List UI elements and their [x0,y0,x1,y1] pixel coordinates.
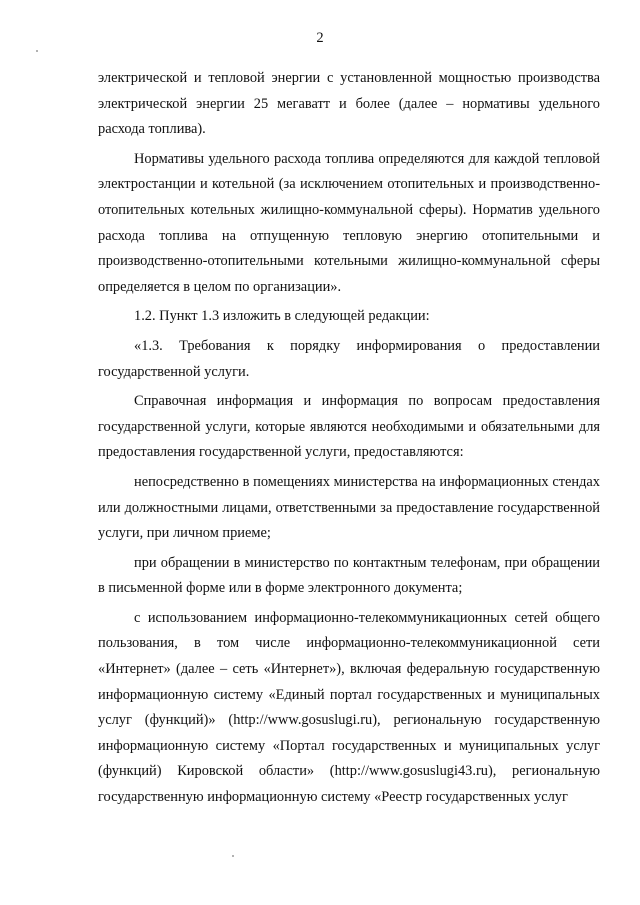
paragraph-fuel-norms: Нормативы удельного расхода топлива определяются для каждой тепловой электростанции и котельной (за исключением отопительных и производственно-отопительных котельных жилищно-коммунальной сферы). Норматив удельного расхода топлива на отпущенную тепловую энергию отопительными и производственно-отопительными котельными жилищно-коммунальной сферы определяется в целом по организации». [98,150,600,295]
paragraph-reference-info: Справочная информация и информация по вопросам предоставления государственной услуги, которые являются необходимыми и обязательными для предоставления государственной услуги, предоставляются: [98,393,600,461]
paragraph-continuation: электрической и тепловой энергии с установленной мощностью производства электрической энергии 25 мегаватт и более (далее – нормативы удельного расхода топлива). [98,70,600,138]
page-number: 2 [316,30,324,46]
document-body [98,66,600,811]
scan-speck [232,855,234,857]
paragraph-internet: с использованием информационно-телекоммуникационных сетей общего пользования, в том числе информационно-телекоммуникационной сети «Интернет» (далее – сеть «Интернет»), включая федеральную государственную информационную систему «Единый портал государственных и муниципальных услуг (функций)» (http://www.gosuslugi.ru), региональную государственную информационную систему «Портал государственных и муниципальных услуг (функций) Кировской области» (http://www.gosuslugi43.ru), региональную государственную информационную систему «Реестр государственных услуг [98,609,600,806]
paragraph-amendment-1-2: 1.2. Пункт 1.3 изложить в следующей редакции: [134,308,430,325]
scan-speck [36,50,38,52]
paragraph-in-person: непосредственно в помещениях министерства на информационных стендах или должностными лицами, ответственными за предоставление государственной услуги, при личном приеме; [98,473,600,542]
paragraph-phone-written: при обращении в министерство по контактным телефонам, при обращении в письменной форме или в форме электронного документа; [98,554,600,597]
paragraph-section-1-3-heading: «1.3. Требования к порядку информирования о предоставлении государственной услуги. [98,337,600,380]
